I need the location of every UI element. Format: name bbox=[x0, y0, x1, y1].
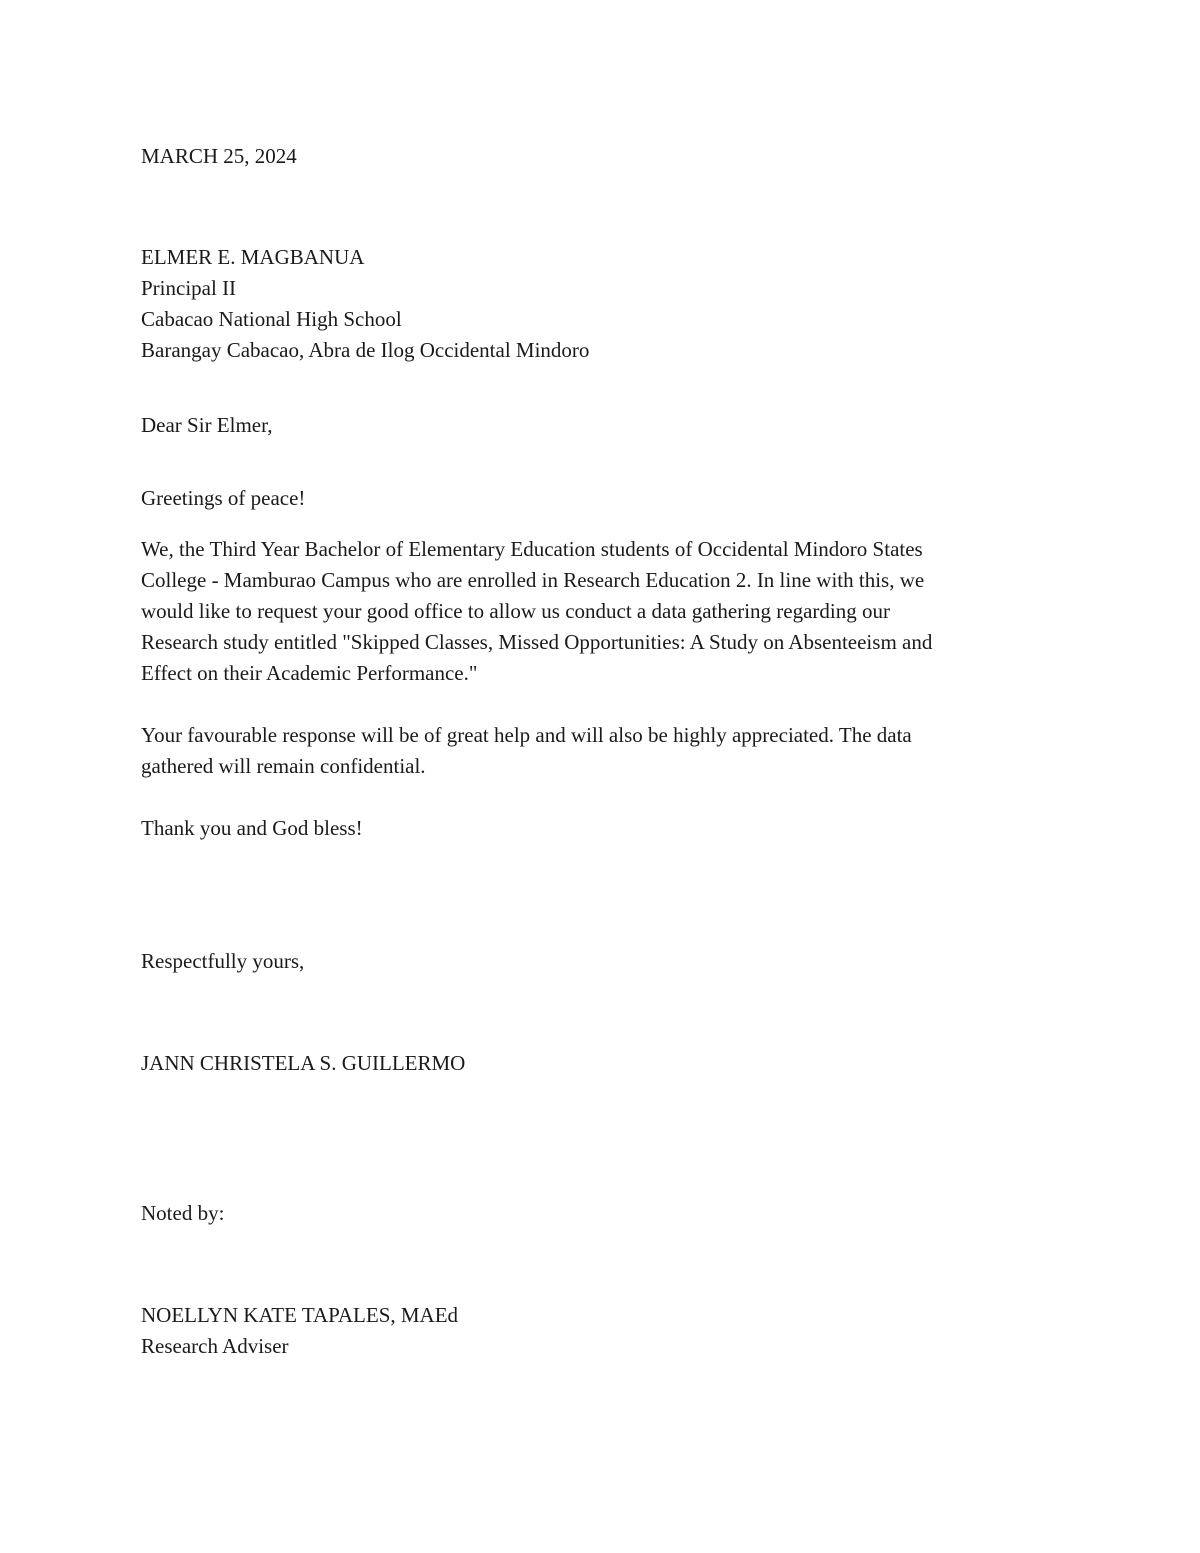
body-paragraph-1-line: would like to request your good office to allow us conduct a data gathering regarding our bbox=[141, 599, 890, 623]
body-paragraph-1-line: We, the Third Year Bachelor of Elementary Education students of Occidental Mindoro States bbox=[141, 537, 923, 561]
recipient-address: Barangay Cabacao, Abra de Ilog Occidental Mindoro bbox=[141, 338, 590, 362]
body-paragraph-1-line: Effect on their Academic Performance." bbox=[141, 661, 478, 685]
body-paragraph-1-line: College - Mamburao Campus who are enrolled in Research Education 2. In line with this, we bbox=[141, 568, 925, 592]
greeting: Greetings of peace! bbox=[141, 486, 306, 510]
sender-name: JANN CHRISTELA S. GUILLERMO bbox=[141, 1051, 466, 1075]
letter-date: MARCH 25, 2024 bbox=[141, 144, 297, 168]
body-paragraph-2-line: gathered will remain confidential. bbox=[141, 754, 426, 778]
recipient-name: ELMER E. MAGBANUA bbox=[141, 245, 365, 269]
closing: Respectfully yours, bbox=[141, 949, 305, 973]
body-paragraph-2-line: Your favourable response will be of great help and will also be highly appreciated. The data bbox=[141, 723, 912, 747]
body-paragraph-1 bbox=[141, 534, 1046, 689]
recipient-title: Principal II bbox=[141, 276, 237, 300]
adviser-name: NOELLYN KATE TAPALES, MAEd bbox=[141, 1303, 459, 1327]
salutation: Dear Sir Elmer, bbox=[141, 413, 273, 437]
thanks-line: Thank you and God bless! bbox=[141, 816, 363, 840]
recipient-school: Cabacao National High School bbox=[141, 307, 402, 331]
adviser-title: Research Adviser bbox=[141, 1334, 289, 1358]
body-paragraph-1-line: Research study entitled "Skipped Classes, Missed Opportunities: A Study on Absenteeism and bbox=[141, 630, 933, 654]
body-paragraph-2 bbox=[141, 720, 1046, 782]
noted-by-label: Noted by: bbox=[141, 1201, 225, 1225]
